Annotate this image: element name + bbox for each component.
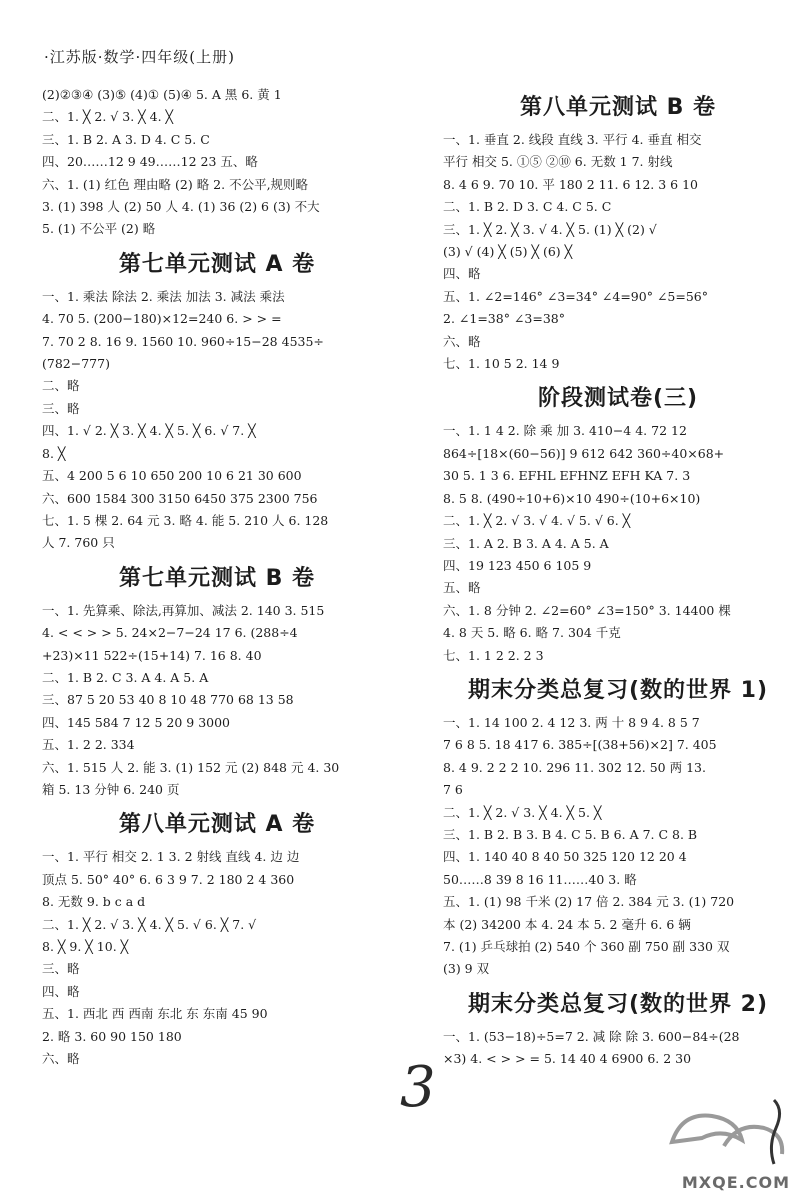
answer-line: 四、略 bbox=[443, 266, 481, 282]
answer-line: ×3) 4. < > > = 5. 14 40 4 6900 6. 2 30 bbox=[443, 1051, 692, 1067]
answer-line: 七、1. 5 棵 2. 64 元 3. 略 4. 能 5. 210 人 6. 128 bbox=[42, 512, 329, 528]
answer-line: 3. (1) 398 人 (2) 50 人 4. (1) 36 (2) 6 (3) 不大 bbox=[42, 199, 320, 215]
answer-line: 30 5. 1 3 6. EFHL EFHNZ EFH KA 7. 3 bbox=[443, 468, 691, 484]
answer-line: 六、1. 8 分钟 2. ∠2=60° ∠3=150° 3. 14400 棵 bbox=[443, 602, 731, 618]
answer-line: 二、1. ╳ 2. √ 3. ╳ 4. ╳ bbox=[42, 109, 174, 125]
answer-line: 7 6 8 5. 18 417 6. 385÷[(38+56)×2] 7. 405 bbox=[443, 737, 717, 753]
answer-line: 7. 70 2 8. 16 9. 1560 10. 960÷15−28 4535÷ bbox=[42, 333, 324, 349]
right-column bbox=[443, 84, 793, 1071]
left-column bbox=[42, 84, 392, 1070]
answer-line: 一、1. (53−18)÷5=7 2. 减 除 除 3. 600−84÷(28 bbox=[443, 1028, 740, 1044]
answer-line: 8. ╳ 9. ╳ 10. ╳ bbox=[42, 939, 129, 954]
answer-line: 六、略 bbox=[443, 333, 481, 349]
answer-line: 四、1. 140 40 8 40 50 325 120 12 20 4 bbox=[443, 849, 687, 865]
answer-line: 8. 5 8. (490÷10+6)×10 490÷(10+6×10) bbox=[443, 490, 701, 506]
answer-line: 7. (1) 乒乓球拍 (2) 540 个 360 副 750 副 330 双 bbox=[443, 939, 730, 954]
answer-line: 五、1. (1) 98 千米 (2) 17 倍 2. 384 元 3. (1) 720 bbox=[443, 894, 735, 910]
page-header: ·江苏版·数学·四年级(上册) bbox=[44, 48, 236, 66]
answer-line: 六、1. 515 人 2. 能 3. (1) 152 元 (2) 848 元 4. 30 bbox=[42, 759, 340, 775]
answer-line: (2)②③④ (3)⑤ (4)① (5)④ 5. A 黑 6. 黄 1 bbox=[42, 87, 282, 102]
answer-line: 四、1. √ 2. ╳ 3. ╳ 4. ╳ 5. ╳ 6. √ 7. ╳ bbox=[42, 423, 256, 439]
answer-line: (3) 9 双 bbox=[443, 961, 490, 977]
answer-line: 一、1. 14 100 2. 4 12 3. 两 十 8 9 4. 8 5 7 bbox=[443, 714, 700, 730]
answer-line: 864÷[18×(60−56)] 9 612 642 360÷40×68+ bbox=[443, 445, 725, 461]
answer-line: 七、1. 1 2 2. 2 3 bbox=[443, 647, 544, 663]
answer-line: 二、略 bbox=[42, 378, 80, 394]
watermark-text: MXQE.COM bbox=[681, 1173, 790, 1192]
answer-line: 50……8 39 8 16 11……40 3. 略 bbox=[443, 871, 637, 887]
answer-line: 二、1. ╳ 2. √ 3. ╳ 4. ╳ 5. √ 6. ╳ 7. √ bbox=[42, 916, 257, 932]
answer-line: 一、1. 1 4 2. 除 乘 加 3. 410−4 4. 72 12 bbox=[443, 423, 687, 439]
answer-line: 4. 70 5. (200−180)×12=240 6. > > = bbox=[42, 311, 282, 327]
answer-line: 人 7. 760 只 bbox=[42, 535, 115, 551]
answer-line: 一、1. 平行 相交 2. 1 3. 2 射线 直线 4. 边 边 bbox=[42, 849, 300, 865]
answer-line: (782−777) bbox=[42, 356, 110, 372]
answer-line: 4. < < > > 5. 24×2−7−24 17 6. (288÷4 bbox=[42, 625, 298, 641]
answer-line: 二、1. ╳ 2. √ 3. √ 4. √ 5. √ 6. ╳ bbox=[443, 513, 631, 529]
answer-line: 三、1. A 2. B 3. A 4. A 5. A bbox=[443, 535, 609, 551]
section-title: 第七单元测试 A 卷 bbox=[118, 251, 316, 277]
answer-line: 三、87 5 20 53 40 8 10 48 770 68 13 58 bbox=[42, 692, 294, 708]
answer-line: 四、略 bbox=[42, 983, 80, 999]
section-title: 第八单元测试 A 卷 bbox=[118, 812, 316, 838]
answer-line: 二、1. ╳ 2. √ 3. ╳ 4. ╳ 5. ╳ bbox=[443, 804, 602, 820]
answer-line: 平行 相交 5. ①⑤ ②⑩ 6. 无数 1 7. 射线 bbox=[443, 154, 673, 170]
answer-line: 四、20……12 9 49……12 23 五、略 bbox=[42, 154, 258, 170]
answer-line: 六、1. (1) 红色 理由略 (2) 略 2. 不公平,规则略 bbox=[42, 176, 309, 192]
answer-line: 8. 4 6 9. 70 10. 平 180 2 11. 6 12. 3 6 10 bbox=[443, 176, 699, 192]
answer-line: 五、1. 2 2. 334 bbox=[42, 737, 135, 753]
section-title: 期末分类总复习(数的世界 2) bbox=[467, 991, 769, 1017]
answer-line: 7 6 bbox=[443, 782, 463, 798]
answer-line: 2. 略 3. 60 90 150 180 bbox=[42, 1028, 182, 1044]
watermark-logo-icon bbox=[654, 1094, 794, 1174]
answer-line: 三、略 bbox=[42, 961, 80, 977]
answer-line: 二、1. B 2. D 3. C 4. C 5. C bbox=[443, 199, 612, 215]
answer-line: 三、1. B 2. B 3. B 4. C 5. B 6. A 7. C 8. B bbox=[443, 826, 698, 842]
answer-line: (3) √ (4) ╳ (5) ╳ (6) ╳ bbox=[443, 244, 573, 260]
answer-line: 一、1. 乘法 除法 2. 乘法 加法 3. 减法 乘法 bbox=[42, 288, 285, 304]
answer-line: 4. 8 天 5. 略 6. 略 7. 304 千克 bbox=[443, 625, 621, 641]
answer-line: 六、略 bbox=[42, 1051, 80, 1067]
answer-line: 顶点 5. 50° 40° 6. 6 3 9 7. 2 180 2 4 360 bbox=[42, 871, 295, 887]
answer-line: 本 (2) 34200 本 4. 24 本 5. 2 毫升 6. 6 辆 bbox=[443, 916, 691, 932]
section-title: 阶段测试卷(三) bbox=[537, 386, 699, 412]
answer-line: 8. 无数 9. b c a d bbox=[42, 894, 146, 910]
section-title: 期末分类总复习(数的世界 1) bbox=[467, 677, 769, 703]
answer-line: 三、1. B 2. A 3. D 4. C 5. C bbox=[42, 131, 210, 147]
answer-line: 一、1. 先算乘、除法,再算加、减法 2. 140 3. 515 bbox=[42, 602, 325, 618]
answer-line: 8. ╳ bbox=[42, 445, 66, 461]
section-title: 第八单元测试 B 卷 bbox=[519, 95, 717, 120]
answer-line: 5. (1) 不公平 (2) 略 bbox=[42, 221, 156, 237]
answer-line: 五、4 200 5 6 10 650 200 10 6 21 30 600 bbox=[42, 468, 302, 484]
answer-line: 五、略 bbox=[443, 580, 481, 596]
answer-line: 五、1. 西北 西 西南 东北 东 东南 45 90 bbox=[42, 1006, 268, 1022]
answer-line: 一、1. 垂直 2. 线段 直线 3. 平行 4. 垂直 相交 bbox=[443, 132, 702, 147]
answer-line: 2. ∠1=38° ∠3=38° bbox=[443, 311, 565, 327]
answer-line: +23)×11 522÷(15+14) 7. 16 8. 40 bbox=[42, 647, 262, 663]
answer-line: 箱 5. 13 分钟 6. 240 页 bbox=[42, 781, 180, 797]
answer-line: 四、145 584 7 12 5 20 9 3000 bbox=[42, 714, 231, 730]
handwritten-page-number: 3 bbox=[400, 1055, 436, 1120]
section-title: 第七单元测试 B 卷 bbox=[118, 565, 316, 591]
watermark bbox=[654, 1094, 794, 1194]
answer-line: 三、略 bbox=[42, 400, 80, 416]
answer-line: 五、1. ∠2=146° ∠3=34° ∠4=90° ∠5=56° bbox=[443, 288, 708, 304]
answer-line: 三、1. ╳ 2. ╳ 3. √ 4. ╳ 5. (1) ╳ (2) √ bbox=[443, 221, 657, 237]
answer-line: 二、1. B 2. C 3. A 4. A 5. A bbox=[42, 669, 209, 685]
answer-line: 8. 4 9. 2 2 2 10. 296 11. 302 12. 50 两 13. bbox=[443, 759, 706, 775]
answer-line: 七、1. 10 5 2. 14 9 bbox=[443, 356, 560, 372]
answer-line: 六、600 1584 300 3150 6450 375 2300 756 bbox=[42, 490, 318, 506]
answer-line: 四、19 123 450 6 105 9 bbox=[443, 557, 592, 573]
